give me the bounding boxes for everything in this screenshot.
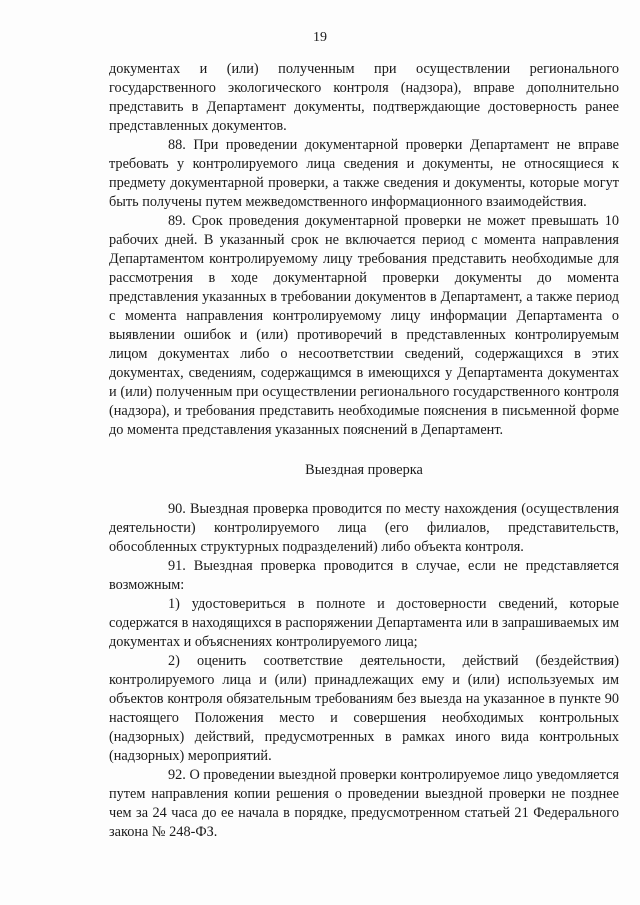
paragraph-continuation: документах и (или) полученным при осуществлении регионального государственного экологического контроля (надзора), вправе дополнительно представить в Департамент документы, подтверждающие достоверность ранее представленных документов. bbox=[109, 61, 619, 134]
paragraph-91-item-1: 1) удостовериться в полноте и достоверности сведений, которые содержатся в находящихся в распоряжении Департамента или в запрашиваемых им документах и объяснениях контролируемого лица; bbox=[109, 596, 619, 650]
document-body bbox=[109, 60, 619, 842]
page-number: 19 bbox=[313, 30, 327, 45]
paragraph-92: 92. О проведении выездной проверки контролируемое лицо уведомляется путем направления копии решения о проведении выездной проверки не позднее чем за 24 часа до ее начала в порядке, предусмотренном статьей 21 Федерального закона № 248-ФЗ. bbox=[109, 767, 619, 840]
paragraph-90: 90. Выездная проверка проводится по месту нахождения (осуществления деятельности) контролируемого лица (его филиалов, представительств, обособленных структурных подразделений) либо объекта контроля. bbox=[109, 501, 619, 555]
section-heading: Выездная проверка bbox=[305, 462, 423, 478]
paragraph-91-item-2: 2) оценить соответствие деятельности, действий (бездействия) контролируемого лица и (или) принадлежащих ему и (или) используемых им объектов контроля обязательным требованиям без выезда на указанное в пункте 90 настоящего Положения место и совершения необходимых контрольных (надзорных) действий, предусмотренных в рамках иного вида контрольных (надзорных) мероприятий. bbox=[109, 653, 619, 764]
paragraph-88: 88. При проведении документарной проверки Департамент не вправе требовать у контролируемого лица сведения и документы, не относящиеся к предмету документарной проверки, а также сведения и документы, которые могут быть получены путем межведомственного информационного взаимодействия. bbox=[109, 137, 619, 210]
paragraph-89: 89. Срок проведения документарной проверки не может превышать 10 рабочих дней. В указанный срок не включается период с момента направления Департаментом контролируемому лицу требования представить необходимые для рассмотрения в ходе документарной проверки документы до момента представления указанных в требовании документов в Департамент, а также период с момента направления контролируемому лицу информации Департамента о выявлении ошибок и (или) противоречий в представленных контролируемым лицом документах либо о несоответствии сведений, содержащихся в этих документах, сведениям, содержащимся в имеющихся у Департамента документах и (или) полученным при осуществлении регионального государственного контроля (надзора), и требования представить необходимые пояснения в письменной форме до момента представления указанных пояснений в Департамент. bbox=[109, 213, 619, 438]
paragraph-91: 91. Выездная проверка проводится в случае, если не представляется возможным: bbox=[109, 558, 619, 593]
